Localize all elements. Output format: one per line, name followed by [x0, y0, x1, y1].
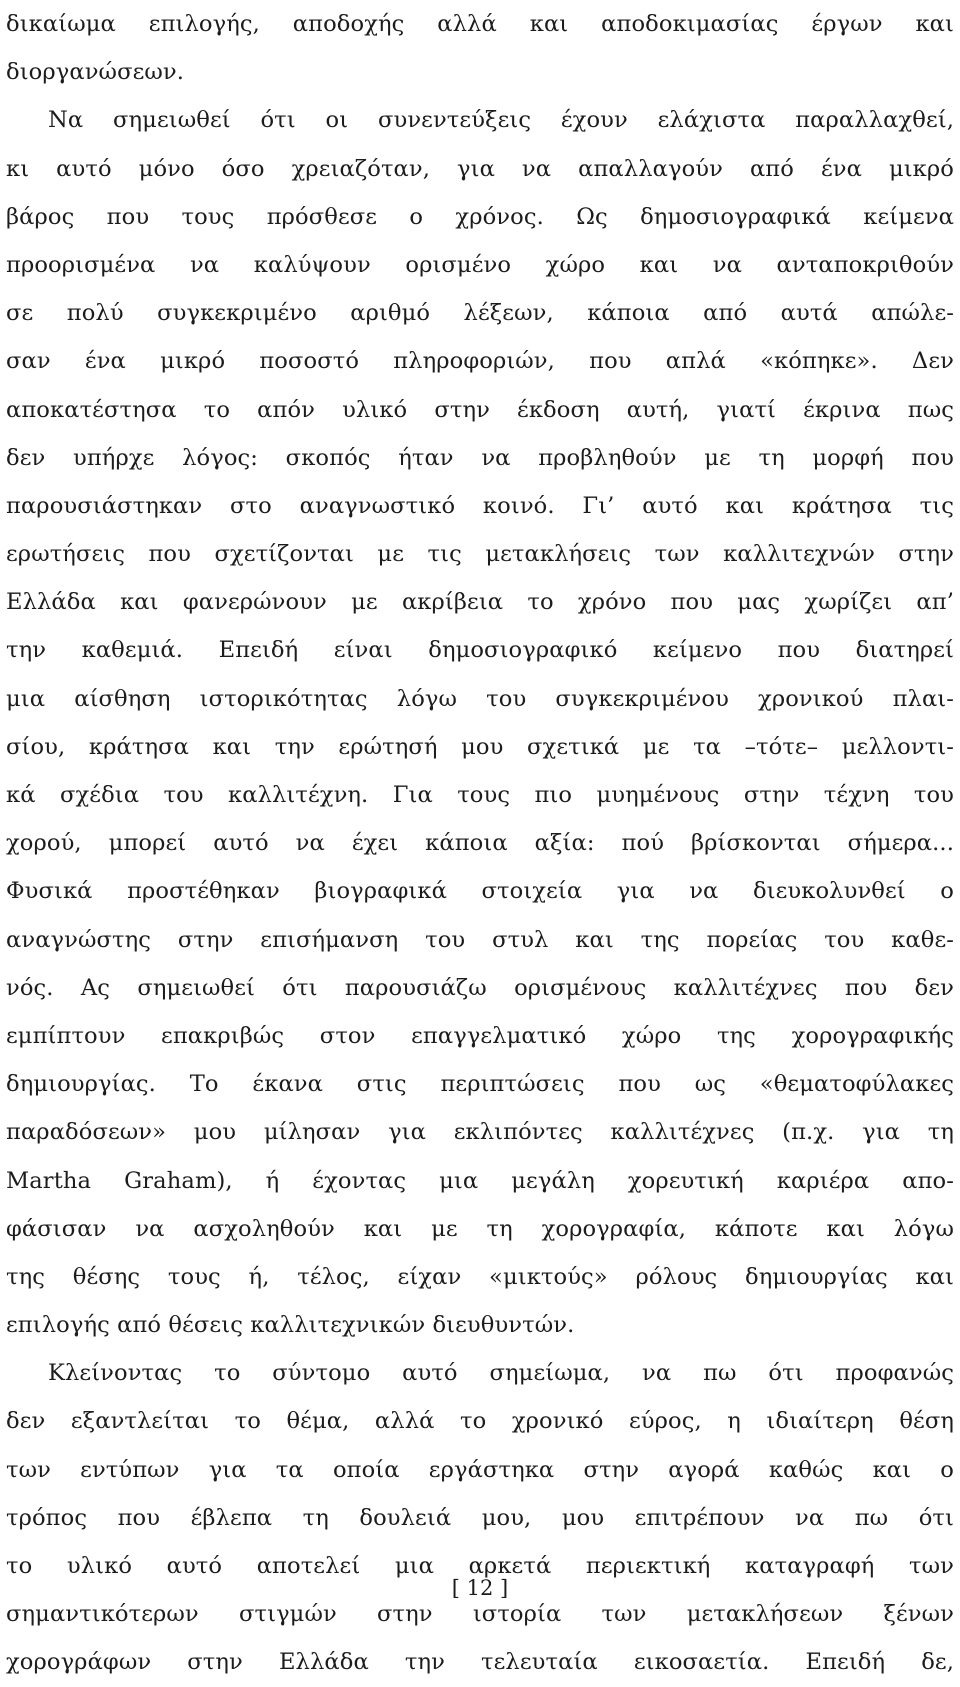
text-line: σημαντικότερων στιγμών στην ιστορία των μετακλήσεων ξένων [6, 1601, 954, 1628]
paragraph [6, 0, 954, 96]
text-line: δεν υπήρχε λόγος: σκοπός ήταν να προβληθούν με τη μορφή που [6, 444, 954, 471]
text-line: αναγνώστης στην επισήμανση του στυλ και της πορείας του καθε- [6, 926, 954, 953]
paragraph [6, 1349, 954, 1686]
text-line: δημιουργίας. Το έκανα στις περιπτώσεις που ως «θεματοφύλακες [6, 1071, 954, 1098]
text-line: δικαίωμα επιλογής, αποδοχής αλλά και αποδοκιμασίας έργων και [6, 11, 954, 37]
text-line: προορισμένα να καλύψουν ορισμένο χώρο και να ανταποκριθούν [6, 251, 954, 278]
text-line: Να σημειωθεί ότι οι συνεντεύξεις έχουν ελάχιστα παραλλαχθεί, [48, 107, 954, 134]
text-line: ερωτήσεις που σχετίζονται με τις μετακλήσεις των καλλιτεχνών στην [6, 541, 954, 568]
text-line: χορογράφων στην Ελλάδα την τελευταία εικοσαετία. Επειδή δε, [6, 1649, 954, 1676]
text-line: φάσισαν να ασχοληθούν και με τη χορογραφία, κάποτε και λόγω [6, 1215, 954, 1242]
text-line: Martha Graham), ή έχοντας μια μεγάλη χορευτική καριέρα απο- [6, 1167, 954, 1194]
text-line: διοργανώσεων. [6, 59, 185, 86]
text-line: παραδόσεων» μου μίλησαν για εκλιπόντες καλλιτέχνες (π.χ. για τη [6, 1119, 954, 1146]
text-line: την καθεμιά. Επειδή είναι δημοσιογραφικό κείμενο που διατηρεί [6, 637, 954, 664]
text-line: χορού, μπορεί αυτό να έχει κάποια αξία: πού βρίσκονται σήμερα... [6, 830, 954, 857]
paragraph [6, 96, 954, 1349]
text-line: τρόπος που έβλεπα τη δουλειά μου, μου επιτρέπουν να πω ότι [6, 1504, 954, 1531]
text-line: βάρος που τους πρόσθεσε ο χρόνος. Ως δημοσιογραφικά κείμενα [6, 203, 954, 230]
text-line: κι αυτό μόνο όσο χρειαζόταν, για να απαλλαγούν από ένα μικρό [6, 155, 954, 182]
text-line: σίου, κράτησα και την ερώτησή μου σχετικά με τα –τότε– μελλοντι- [6, 733, 954, 760]
text-line: της θέσης τους ή, τέλος, είχαν «μικτούς» ρόλους δημιουργίας και [6, 1263, 954, 1290]
text-line: σε πολύ συγκεκριμένο αριθμό λέξεων, κάποια από αυτά απώλε- [6, 300, 954, 327]
text-line: κά σχέδια του καλλιτέχνη. Για τους πιο μυημένους στην τέχνη του [6, 782, 954, 808]
text-line: αποκατέστησα το απόν υλικό στην έκδοση αυτή, γιατί έκρινα πως [6, 396, 954, 423]
text-line: επιλογής από θέσεις καλλιτεχνικών διευθυντών. [6, 1312, 575, 1339]
text-line: εμπίπτουν επακριβώς στον επαγγελματικό χώρο της χορογραφικής [6, 1022, 954, 1049]
text-line: νός. Ας σημειωθεί ότι παρουσιάζω ορισμένους καλλιτέχνες που δεν [6, 974, 954, 1001]
text-line: Κλείνοντας το σύντομο αυτό σημείωμα, να πω ότι προφανώς [48, 1360, 954, 1387]
text-line: σαν ένα μικρό ποσοστό πληροφοριών, που απλά «κόπηκε». Δεν [6, 348, 954, 375]
text-line: Φυσικά προστέθηκαν βιογραφικά στοιχεία για να διευκολυνθεί ο [6, 878, 954, 905]
text-line: παρουσιάστηκαν στο αναγνωστικό κοινό. Γι’ αυτό και κράτησα τις [6, 492, 954, 519]
body-text [6, 0, 954, 1687]
text-line: Ελλάδα και φανερώνουν με ακρίβεια το χρόνο που μας χωρίζει απ’ [6, 589, 954, 616]
text-line: δεν εξαντλείται το θέμα, αλλά το χρονικό εύρος, η ιδιαίτερη θέση [6, 1408, 954, 1435]
text-line: μια αίσθηση ιστορικότητας λόγω του συγκεκριμένου χρονικού πλαι- [6, 685, 954, 712]
page-number: [ 12 ] [451, 1576, 509, 1600]
text-line: το υλικό αυτό αποτελεί μια αρκετά περιεκτική καταγραφή των [6, 1553, 954, 1579]
text-line: των εντύπων για τα οποία εργάστηκα στην αγορά καθώς και ο [6, 1456, 954, 1483]
